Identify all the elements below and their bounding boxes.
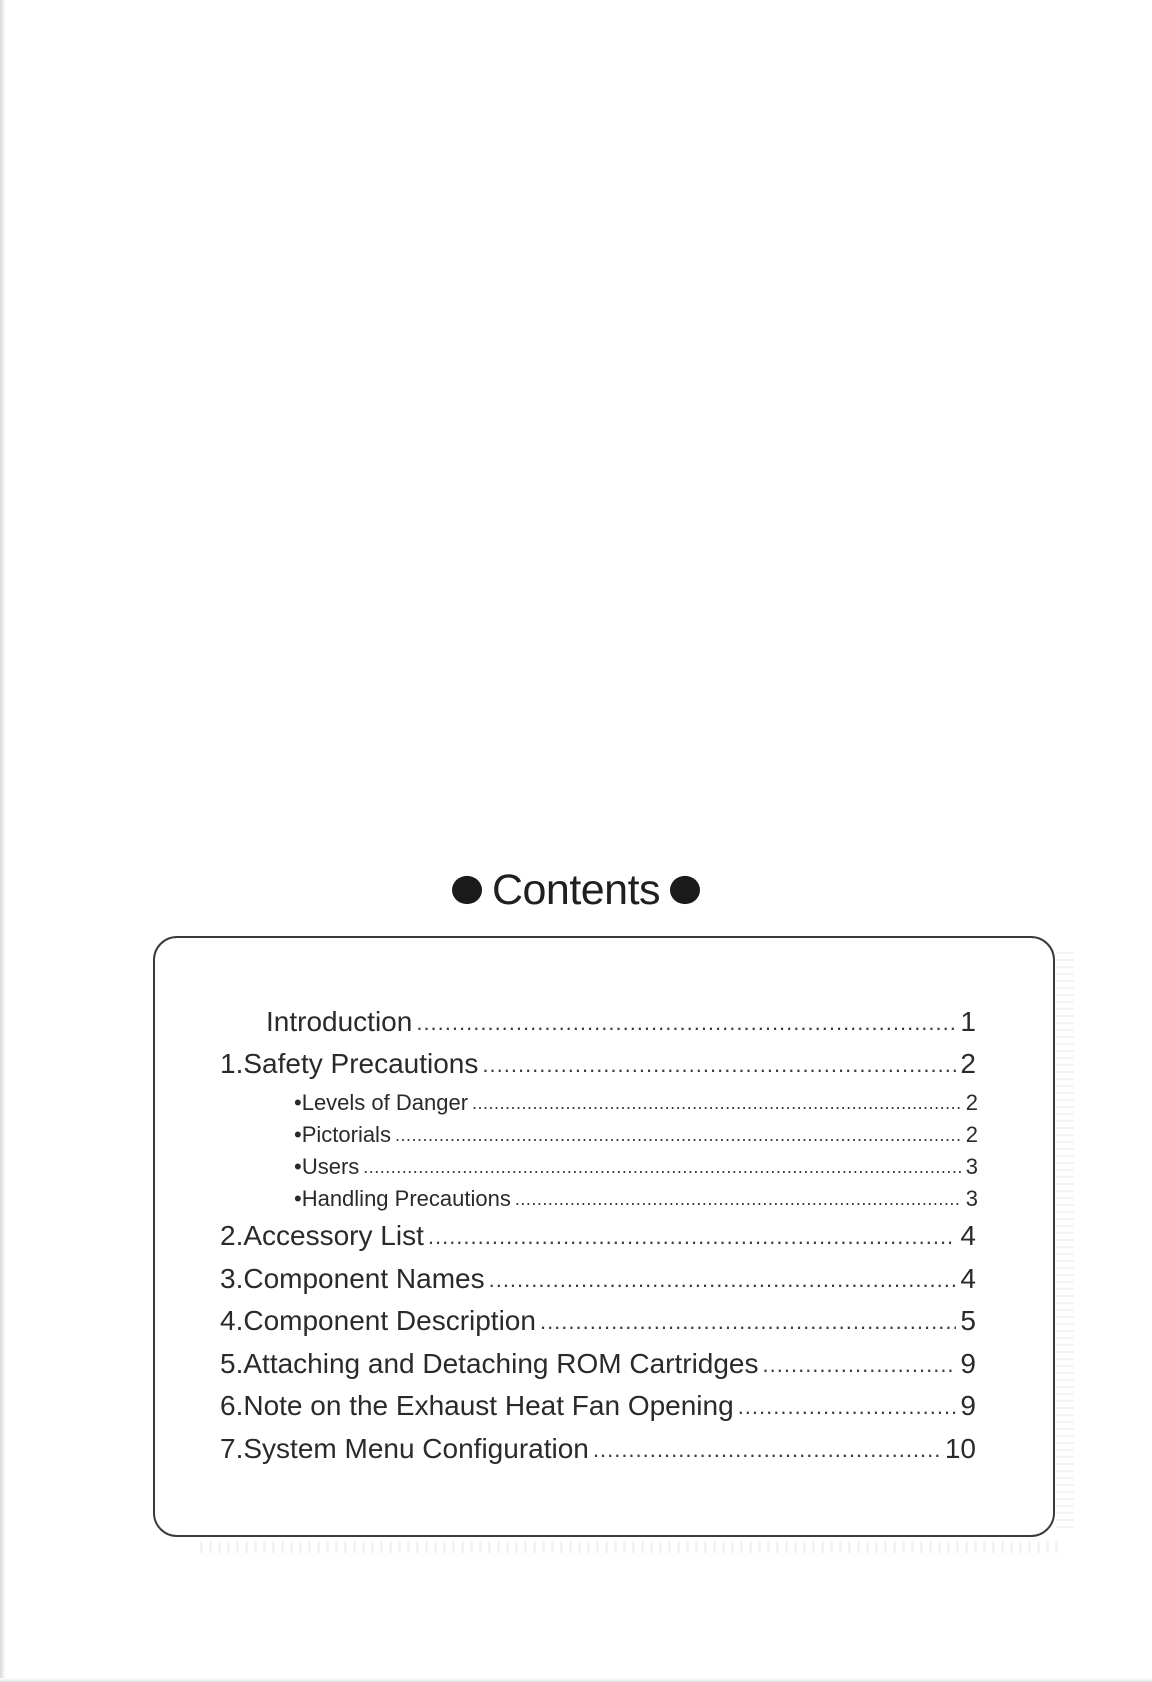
toc-entry-label: Accessory List <box>243 1220 424 1251</box>
toc-entry-page: 4 <box>960 1263 976 1294</box>
box-shadow-bottom <box>200 1541 1060 1553</box>
toc-entry-number: 4. <box>220 1305 244 1336</box>
toc-entry-page: 1 <box>960 1006 976 1037</box>
dot-leader <box>540 1302 956 1340</box>
toc-entry-page: 2 <box>960 1048 976 1079</box>
toc-entry-label: Note on the Exhaust Heat Fan Opening <box>243 1390 734 1421</box>
dot-leader <box>763 1345 957 1383</box>
dot-leader <box>428 1217 957 1255</box>
toc-entry-number: 3. <box>220 1263 244 1294</box>
toc-entry-label: System Menu Configuration <box>243 1433 589 1464</box>
dot-leader <box>738 1387 957 1425</box>
contents-heading <box>0 862 1152 918</box>
toc-subentry-page: 3 <box>965 1186 978 1211</box>
toc-subentry-label: Pictorials <box>301 1122 391 1147</box>
toc-entry-page: 10 <box>944 1433 976 1464</box>
box-shadow-edge <box>1056 952 1074 1532</box>
heading-bullet-right-icon <box>670 876 700 904</box>
bullet-icon: • <box>294 1090 302 1115</box>
toc-entry-number: 1. <box>220 1048 244 1079</box>
toc-subentry-label: Users <box>301 1154 360 1179</box>
dot-leader <box>515 1183 962 1214</box>
toc-entry-number: 2. <box>220 1220 244 1251</box>
page-edge-bottom <box>0 1678 1152 1682</box>
toc-entry-label: Attaching and Detaching ROM Cartridges <box>243 1348 759 1379</box>
dot-leader <box>416 1003 956 1041</box>
toc-entry-label: Introduction <box>266 1006 413 1037</box>
toc-entry-page: 9 <box>960 1390 976 1421</box>
page-edge-left <box>0 0 6 1682</box>
toc-subentry-levels-of-danger[interactable] <box>294 1088 978 1118</box>
toc-entry-component-description[interactable] <box>220 1303 976 1339</box>
dot-leader <box>593 1430 941 1468</box>
toc-entry-label: Safety Precautions <box>243 1048 479 1079</box>
toc-subentry-page: 2 <box>965 1090 978 1115</box>
toc-subentry-users[interactable] <box>294 1152 978 1182</box>
dot-leader <box>482 1045 956 1083</box>
toc-entry-page: 9 <box>960 1348 976 1379</box>
toc-subentry-handling-precautions[interactable] <box>294 1184 978 1214</box>
toc-entry-exhaust-heat-fan[interactable] <box>220 1388 976 1424</box>
contents-title: Contents <box>491 865 661 914</box>
heading-bullet-left-icon <box>452 876 482 904</box>
toc-entry-number: 7. <box>220 1433 244 1464</box>
toc-entry-label: Component Description <box>243 1305 536 1336</box>
bullet-icon: • <box>294 1154 302 1179</box>
toc-subentry-pictorials[interactable] <box>294 1120 978 1150</box>
toc-entry-component-names[interactable] <box>220 1261 976 1297</box>
toc-entry-safety-precautions[interactable] <box>220 1046 976 1082</box>
toc-entry-number: 5. <box>220 1348 244 1379</box>
toc-entry-introduction[interactable] <box>266 1004 976 1040</box>
toc-subentry-label: Handling Precautions <box>301 1186 511 1211</box>
toc-entry-number: 6. <box>220 1390 244 1421</box>
toc-entry-system-menu-configuration[interactable] <box>220 1431 976 1467</box>
bullet-icon: • <box>294 1122 302 1147</box>
toc-entry-accessory-list[interactable] <box>220 1218 976 1254</box>
toc-entry-page: 5 <box>960 1305 976 1336</box>
toc-subentry-page: 3 <box>965 1154 978 1179</box>
toc-entry-page: 4 <box>960 1220 976 1251</box>
dot-leader <box>363 1151 961 1182</box>
dot-leader <box>489 1260 957 1298</box>
toc-entry-label: Component Names <box>243 1263 485 1294</box>
dot-leader <box>395 1119 962 1150</box>
toc-subentry-page: 2 <box>965 1122 978 1147</box>
dot-leader <box>472 1087 962 1118</box>
bullet-icon: • <box>294 1186 302 1211</box>
toc-subentry-label: Levels of Danger <box>301 1090 469 1115</box>
toc-entry-attaching-detaching-rom[interactable] <box>220 1346 976 1382</box>
